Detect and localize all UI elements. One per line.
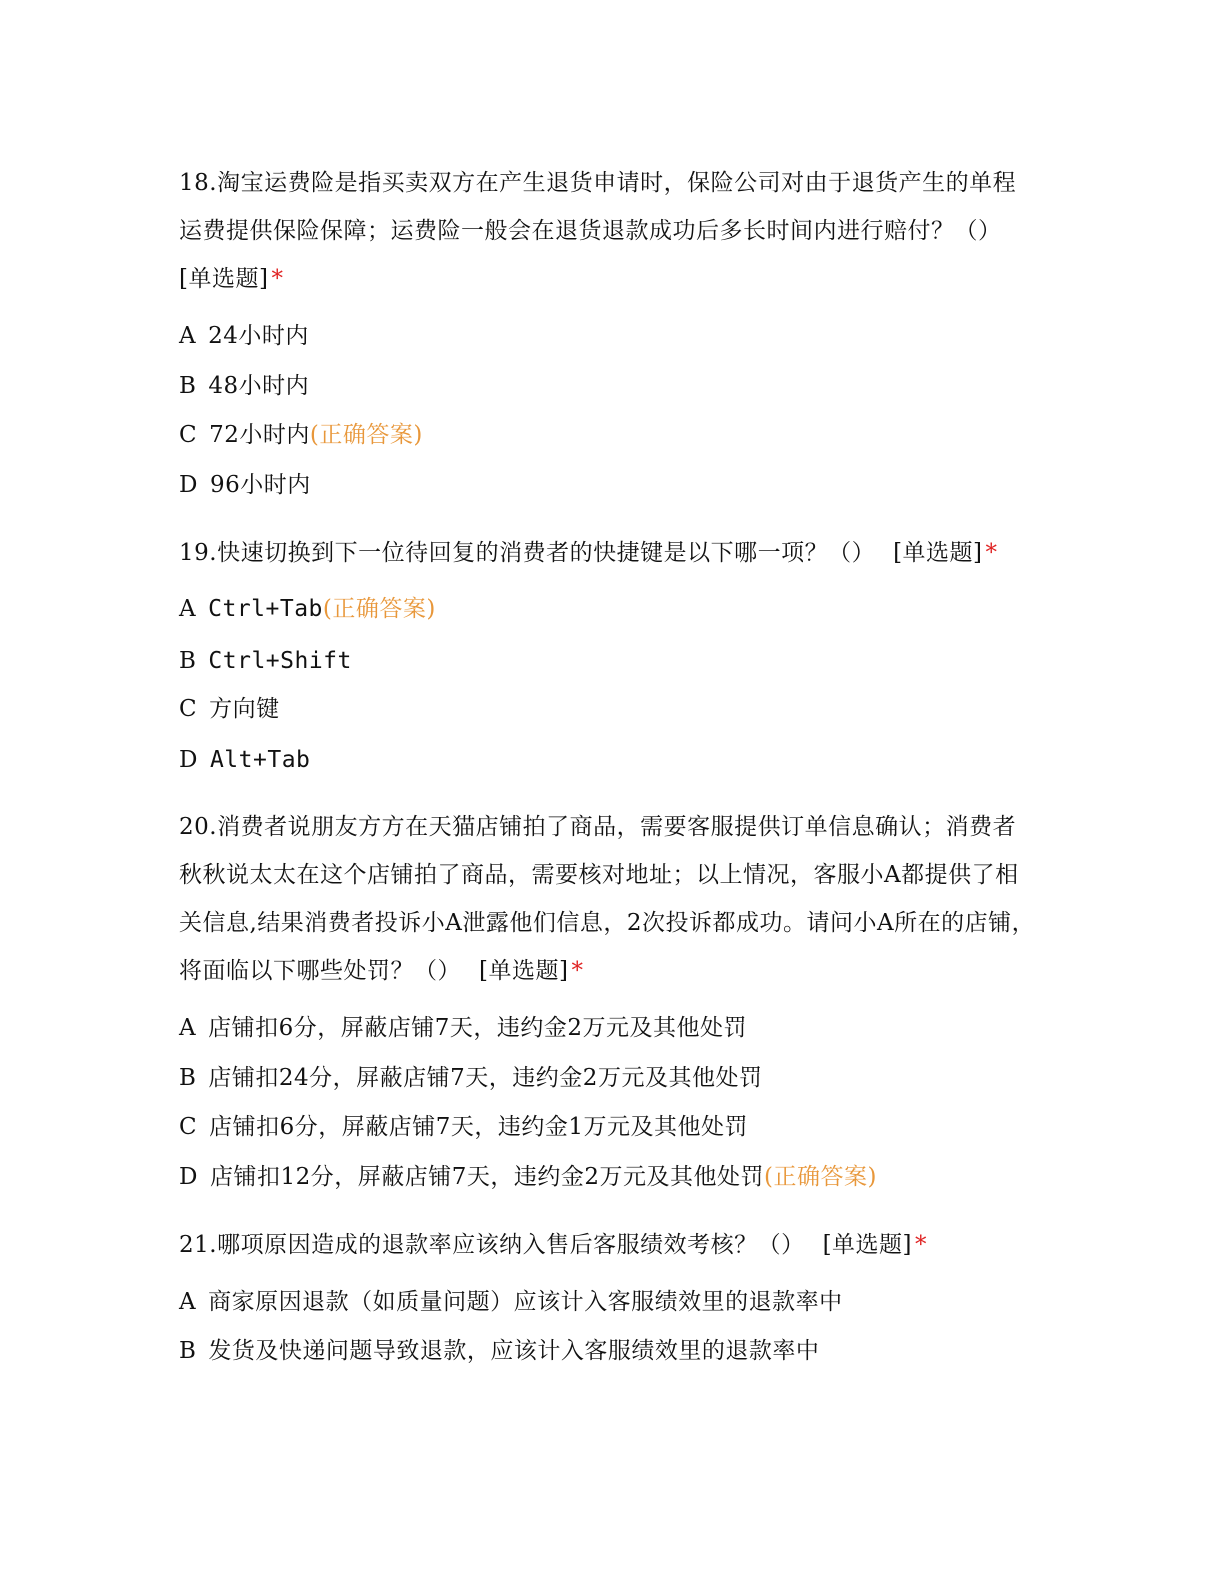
option-a[interactable] [179, 1287, 843, 1317]
correct-answer-label: (正确答案) [309, 422, 423, 448]
required-mark: * [985, 540, 998, 566]
option-text: Ctrl+Shift [208, 648, 352, 674]
option-text: 店铺扣6分，屏蔽店铺7天，违约金1万元及其他处罚 [209, 1114, 749, 1140]
option-letter: C [179, 422, 198, 448]
correct-answer-label: (正确答案) [764, 1164, 877, 1190]
question-18-stem [179, 159, 1039, 303]
option-text: 96小时内 [209, 472, 311, 498]
option-text: 72小时内 [209, 422, 310, 448]
option-text: 24小时内 [208, 323, 309, 349]
option-text: 商家原因退款（如质量问题）应该计入客服绩效里的退款率中 [208, 1289, 843, 1315]
option-letter: B [179, 648, 197, 674]
question-text: 19.快速切换到下一位待回复的消费者的快捷键是以下哪一项？（） [179, 540, 876, 566]
option-letter: A [179, 1015, 197, 1041]
option-letter: A [179, 596, 197, 622]
option-a[interactable] [179, 594, 436, 624]
question-type: [单选题] [479, 958, 569, 984]
option-text: 店铺扣24分，屏蔽店铺7天，违约金2万元及其他处罚 [208, 1065, 763, 1091]
question-20-stem [179, 803, 1039, 995]
correct-answer-label: (正确答案) [322, 596, 436, 622]
option-letter: A [179, 1289, 197, 1315]
option-a[interactable] [179, 321, 309, 351]
option-d[interactable] [179, 470, 311, 500]
option-letter: D [179, 747, 198, 773]
question-type: [单选题] [893, 540, 983, 566]
question-text: 18.淘宝运费险是指买卖双方在产生退货申请时，保险公司对由于退货产生的单程运费提供保险保障；运费险一般会在退货退款成功后多长时间内进行赔付？（） [179, 170, 1017, 244]
option-c[interactable] [179, 420, 423, 450]
option-text: 店铺扣12分，屏蔽店铺7天，违约金2万元及其他处罚 [209, 1164, 764, 1190]
option-text: 店铺扣6分，屏蔽店铺7天，违约金2万元及其他处罚 [208, 1015, 748, 1041]
question-21-stem [179, 1221, 1039, 1269]
option-letter: B [179, 1065, 197, 1091]
option-text: Ctrl+Tab [208, 596, 323, 622]
question-type: [单选题] [179, 266, 269, 292]
option-letter: D [179, 1164, 198, 1190]
option-text: 发货及快递问题导致退款，应该计入客服绩效里的退款率中 [208, 1338, 820, 1364]
option-b[interactable] [179, 1336, 819, 1366]
option-text: 48小时内 [208, 373, 310, 399]
required-mark: * [915, 1232, 928, 1258]
question-text: 21.哪项原因造成的退款率应该纳入售后客服绩效考核？（） [179, 1232, 805, 1258]
option-text: Alt+Tab [209, 747, 311, 773]
option-d[interactable] [179, 745, 310, 775]
option-c[interactable] [179, 1112, 748, 1142]
option-letter: C [179, 1114, 198, 1140]
option-b[interactable] [179, 1063, 762, 1093]
option-c[interactable] [179, 694, 280, 724]
required-mark: * [571, 958, 584, 984]
question-19-stem [179, 529, 1039, 577]
question-type: [单选题] [822, 1232, 913, 1258]
option-b[interactable] [179, 371, 309, 401]
option-letter: A [179, 323, 197, 349]
option-text: 方向键 [209, 696, 280, 722]
option-b[interactable] [179, 646, 352, 676]
question-text: 20.消费者说朋友方方在天猫店铺拍了商品，需要客服提供订单信息确认；消费者秋秋说太太在这个店铺拍了商品，需要核对地址；以上情况，客服小A都提供了相关信息,结果消费者投诉小A泄露他们信息，2次投诉都成功。请问小A所在的店铺，将面临以下哪些处罚？（） [179, 814, 1036, 984]
option-letter: D [179, 472, 198, 498]
option-letter: B [179, 373, 197, 399]
option-letter: B [179, 1338, 197, 1364]
option-letter: C [179, 696, 198, 722]
option-d[interactable] [179, 1162, 877, 1192]
required-mark: * [271, 266, 284, 292]
option-a[interactable] [179, 1013, 747, 1043]
